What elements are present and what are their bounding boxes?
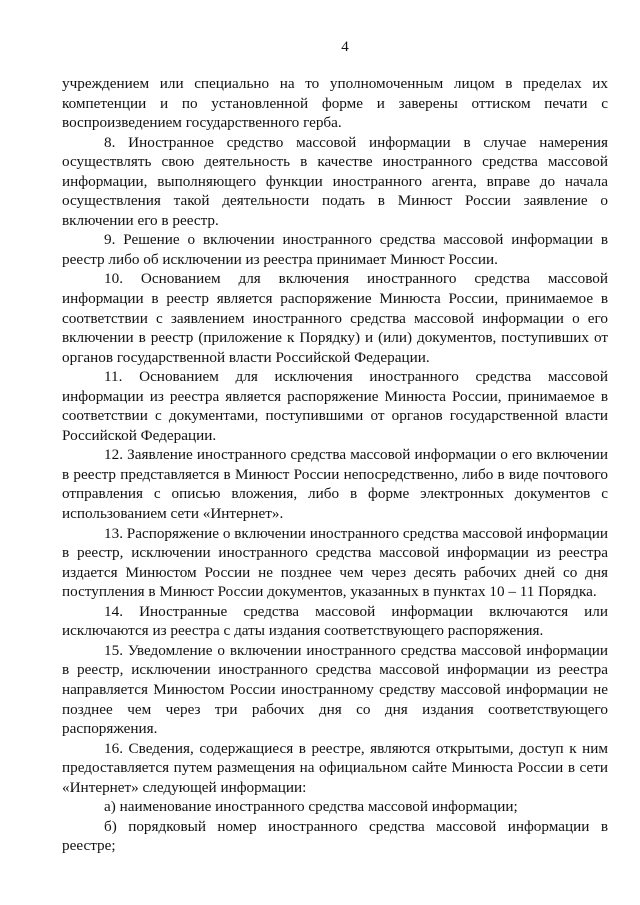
paragraph-item-13: 13. Распоряжение о включении иностранного средства массовой информации в реестр, исключении иностранного средства массовой информации из реестра издается Минюстом России не позднее чем через десять рабочих дней со дня поступления в Минюст России документов, указанных в пунктах 10 – 11 Порядка. xyxy=(62,524,608,601)
paragraph-item-10: 10. Основанием для включения иностранного средства массовой информации в реестр является распоряжение Минюста России, принимаемое в соответствии с заявлением иностранного средства массовой информации о его включении в реестр (приложение к Порядку) и (или) документов, поступивших от органов государственной власти Российской Федерации. xyxy=(62,270,608,366)
page-number: 4 xyxy=(341,39,349,55)
paragraph-subitem-a: а) наименование иностранного средства массовой информации; xyxy=(104,798,518,816)
paragraph-item-8: 8. Иностранное средство массовой информации в случае намерения осуществлять свою деятельность в качестве иностранного средства массовой информации, выполняющего функции иностранного агента, вправе до начала осуществления такой деятельности подать в Минюст России заявление о включении его в реестр. xyxy=(62,133,608,229)
paragraph-item-9: 9. Решение о включении иностранного средства массовой информации в реестр либо об исключении из реестра принимает Минюст России. xyxy=(62,231,608,268)
paragraph-continuation: учреждением или специально на то уполномоченным лицом в пределах их компетенции и по установленной форме и заверены оттиском печати с воспроизведением государственного герба. xyxy=(62,75,608,132)
paragraph-item-11: 11. Основанием для исключения иностранного средства массовой информации из реестра является распоряжение Минюста России, принимаемое в соответствии с документами, поступившими от органов государственной власти Российской Федерации. xyxy=(62,368,608,444)
paragraph-item-12: 12. Заявление иностранного средства массовой информации о его включении в реестр представляется в Минюст России непосредственно, либо в виде почтового отправления с описью вложения, либо в форме электронных документов с использованием сети «Интернет». xyxy=(62,446,608,523)
paragraph-item-14: 14. Иностранные средства массовой информации включаются или исключаются из реестра с даты издания соответствующего распоряжения. xyxy=(62,602,608,640)
paragraph-item-16: 16. Сведения, содержащиеся в реестре, являются открытыми, доступ к ним предоставляется путем размещения на официальном сайте Минюста России в сети «Интернет» следующей информации: xyxy=(62,739,608,796)
paragraph-subitem-b: б) порядковый номер иностранного средства массовой информации в реестре; xyxy=(62,817,608,855)
document-body xyxy=(62,74,608,856)
paragraph-item-15: 15. Уведомление о включении иностранного средства массовой информации в реестр, исключении иностранного средства массовой информации из реестра направляется Минюстом России иностранному средству массовой информации не позднее чем через три рабочих дня со дня издания соответствующего распоряжения. xyxy=(62,641,608,738)
